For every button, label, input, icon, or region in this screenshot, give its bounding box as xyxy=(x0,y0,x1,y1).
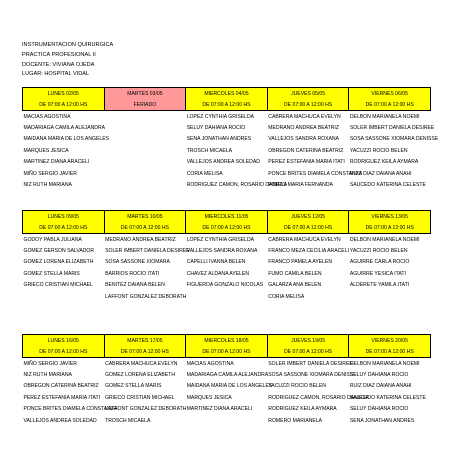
student-cell: MARTINEZ DIANA ARACELI xyxy=(186,406,253,413)
day-header: LUNES 16/05 xyxy=(23,335,105,347)
student-cell: SELUY DAHIANA ROCIO xyxy=(349,372,409,379)
time-cell: DE 07:00 A 12:00 HS xyxy=(186,346,268,358)
student-cell: TROSCH MICAELA xyxy=(105,417,151,424)
student-cell: MIÑO SERGIO JAVIER xyxy=(23,170,77,177)
table-row xyxy=(23,257,431,268)
time-cell: DE 07:00 A 12:00 HS xyxy=(267,222,349,234)
student-cell: SOSA SASSONE XIOMARA DENISSE xyxy=(349,136,439,143)
time-cell: DE 07:00 A 12:00 HS xyxy=(349,99,431,111)
schedule-week-2 xyxy=(22,210,431,302)
day-header: MARTES 03/05 xyxy=(104,88,186,100)
student-cell: CORIA MELISA xyxy=(186,170,223,177)
student-cell: MEDRANO ANDREA BEATRIZ xyxy=(268,125,339,132)
student-cell xyxy=(104,157,186,168)
day-header: MARTES 10/05 xyxy=(104,211,186,223)
table-row xyxy=(23,280,431,291)
student-cell: DELBON MARIANELA NOEMI xyxy=(349,236,420,243)
student-cell xyxy=(104,179,186,190)
day-header: MIERCOLES 04/05 xyxy=(186,88,268,100)
student-cell: FRANCO MEZA CECILIA ARACELI xyxy=(268,248,349,255)
table-row xyxy=(23,358,431,370)
student-cell: AGUIRRE YESICA ITATI xyxy=(349,270,406,277)
day-header-row xyxy=(23,88,431,100)
student-cell: GRIECO CRISTIAN MICHAEL xyxy=(105,394,175,401)
time-cell: DE 07:00 A 12:00 HS xyxy=(104,346,186,358)
day-header-row xyxy=(23,211,431,223)
student-cell: CHAVEZ ALDANA AYELEN xyxy=(186,270,250,277)
student-cell: GODOY PABLA JULIANA xyxy=(23,236,82,243)
day-header-row xyxy=(23,335,431,347)
student-cell xyxy=(23,291,105,302)
student-cell: BARRIOS ROCIO ITATI xyxy=(105,270,160,277)
time-row xyxy=(23,222,431,234)
day-header: VIERNES 20/05 xyxy=(349,335,431,347)
day-header: VIERNES 13/05 xyxy=(349,211,431,223)
student-cell: GOMEZ GERSON SALVADOR xyxy=(23,248,95,255)
student-cell: CORIA MELISA xyxy=(268,293,305,300)
student-cell: FIGUEROA GONZALO NICOLAS xyxy=(186,282,264,289)
time-cell: DE 07:00 A 12:00 HS xyxy=(186,99,268,111)
student-cell: PONCE BRITES DIAMELA CONSTANZA xyxy=(268,170,363,177)
student-cell: SOLER IMBERT DANIELA DESIREE xyxy=(349,125,435,132)
student-cell: ROMERO MARIANELA xyxy=(268,417,323,424)
holiday-cell: FERIADO xyxy=(104,99,186,111)
student-cell: SOSA SASSONE XIOMARA DENISSE xyxy=(268,372,357,379)
header-line-teacher: DOCENTE: VIVIANA OJEDA xyxy=(22,61,95,68)
student-cell: GOMEZ LORENA ELIZABETH xyxy=(105,372,176,379)
student-cell: MARTINEZ DIANA ARACELI xyxy=(23,159,90,166)
document-header xyxy=(22,41,113,80)
time-cell: DE 07:00 A 12:00 HS xyxy=(23,222,105,234)
student-cell: SENA JONATHAN ANDRES xyxy=(186,136,252,143)
time-cell: DE 07:00 A 12:00 HS xyxy=(267,346,349,358)
student-cell xyxy=(104,145,186,156)
student-cell xyxy=(104,134,186,145)
table-row xyxy=(23,122,431,133)
student-cell: MACIAS AGOSTINA xyxy=(23,113,71,120)
time-cell: DE 07:00 A 12:00 HS xyxy=(23,346,105,358)
student-cell: MACIAS AGOSTINA xyxy=(186,360,234,367)
student-cell: YACUZZI ROCIO BELEN xyxy=(349,248,408,255)
student-cell: SAUCEDO KATERINA CELESTE xyxy=(349,182,426,189)
student-cell: AGUIRRE CARLA ROCIO xyxy=(349,259,410,266)
student-cell: NIZ RUTH MARIANA xyxy=(23,372,72,379)
time-row xyxy=(23,346,431,358)
student-cell: VALLEJOS ANDREA SOLEDAD xyxy=(186,159,260,166)
student-cell: YACUZZI ROCIO BELEN xyxy=(349,147,408,154)
student-cell: VALLEJOS SANDRA ROXANA xyxy=(268,136,339,143)
student-cell xyxy=(186,291,268,302)
student-cell: ALDERETE YAMILA ITATI xyxy=(349,282,410,289)
student-cell xyxy=(104,111,186,123)
student-cell: SELUY DAHIANA ROCIO xyxy=(349,406,409,413)
time-cell: DE 07:00 A 12:00 HS xyxy=(23,99,105,111)
student-cell: OBREGON CATERINA BEATRIZ xyxy=(268,147,344,154)
table-row xyxy=(23,134,431,145)
header-line-place: LUGAR: HOSPITAL VIDAL xyxy=(22,71,90,78)
student-cell: MADARIAGA CAMILA ALEJANDRA xyxy=(186,372,269,379)
student-cell: LAFFONT GONZALEZ DEBORATH xyxy=(105,293,187,300)
student-cell: CAPELLI IVANNA BELEN xyxy=(186,259,246,266)
day-header: JUEVES 05/05 xyxy=(267,88,349,100)
student-cell: CABRERA MACHUCA EVELYN xyxy=(105,360,178,367)
day-header: VIERNES 06/05 xyxy=(349,88,431,100)
student-cell: SOSA SASSONE XIOMARA xyxy=(105,259,170,266)
student-cell: PEREZ ESTEFANIA MARIA ITATI xyxy=(23,394,101,401)
student-cell: GALARZA ANA BELEN xyxy=(268,282,322,289)
day-header: MIERCOLES 18/05 xyxy=(186,335,268,347)
student-cell: GOMEZ STELLA MARIS xyxy=(105,383,162,390)
time-cell: DE 07:00 A 12:00 HS xyxy=(267,99,349,111)
table-row xyxy=(23,381,431,392)
table-row xyxy=(23,168,431,179)
table-row xyxy=(23,291,431,302)
time-cell: DE 07:00 A 12:00 HS xyxy=(349,222,431,234)
student-cell: PEREZ ESTEFANIA MARIA ITATI xyxy=(268,159,345,166)
student-cell: GOMEZ LORENA ELIZABETH xyxy=(23,259,94,266)
day-header: LUNES 02/05 xyxy=(23,88,105,100)
student-cell: DELBON MARIANELA NOEMI xyxy=(349,360,420,367)
student-cell: RODRIGUEZ KEILA AYMARA xyxy=(268,406,337,413)
header-line-career: INSTRUMENTACION QUIRURGICA xyxy=(22,42,114,48)
table-row xyxy=(23,234,431,246)
student-cell: NIZ RUTH MARIANA xyxy=(23,182,72,189)
student-cell: RODRIGUEZ CAMON, ROSARIO DANIELA xyxy=(268,394,369,401)
table-row xyxy=(23,392,431,403)
student-cell: MAIDANA MARIA DE LOS ANGELES xyxy=(186,383,273,390)
day-header: LUNES 09/05 xyxy=(23,211,105,223)
student-cell: MARQUES JESICA xyxy=(23,147,69,154)
student-cell: DELBON MARIANELA NOEMI xyxy=(349,113,420,120)
table-row xyxy=(23,404,431,415)
student-cell: SOLER IMBERT DANIELA DESIREE xyxy=(105,248,190,255)
header-line-course: PRACTICA PROFESIONAL II xyxy=(22,51,96,58)
student-cell: SAUCEDO KATERINA CELESTE xyxy=(349,394,426,401)
student-cell: FUMO CAMILA BELEN xyxy=(268,270,322,277)
student-cell: MEDRANO ANDREA BEATRIZ xyxy=(105,236,176,243)
table-row xyxy=(23,369,431,380)
student-cell: GRIECO CRISTIAN MICHAEL xyxy=(23,282,93,289)
table-row xyxy=(23,245,431,256)
schedule-week-1 xyxy=(22,87,439,191)
student-cell: VALLEJOS SANDRA ROXANA xyxy=(186,248,258,255)
student-cell: GOMEZ STELLA MARIS xyxy=(23,270,80,277)
day-header: MIERCOLES 11/05 xyxy=(186,211,268,223)
student-cell xyxy=(186,415,268,426)
student-cell: LOPEZ CYNTHIA GRISELDA xyxy=(186,236,255,243)
table-row xyxy=(23,111,431,123)
student-cell: FRANCO PAMELA AYELEN xyxy=(268,259,333,266)
student-cell: RUIZ DIAZ DAIANA ANAHI xyxy=(349,170,412,177)
student-cell: RUIZ DIAZ DAIANA ANAHI xyxy=(349,383,412,390)
time-cell: DE 07:00 A 12:00 HS xyxy=(186,222,268,234)
table-row xyxy=(23,145,431,156)
student-cell: LOPEZ CYNTHIA GRISELDA xyxy=(186,113,255,120)
student-cell: SELUY DAHIANA ROCIO xyxy=(186,125,246,132)
student-cell: TROSCH MICAELA xyxy=(186,147,232,154)
student-cell: SENA JONATHAN ANDRES xyxy=(349,417,415,424)
student-cell: MADARIAGA CAMILA ALEJANDRA xyxy=(23,125,106,132)
table-row xyxy=(23,415,431,426)
student-cell: BENITEZ DAIANA BELEN xyxy=(105,282,165,289)
student-cell xyxy=(104,122,186,133)
student-cell: VALLEJOS ANDREA SOLEDAD xyxy=(23,417,97,424)
day-header: JUEVES 19/05 xyxy=(267,335,349,347)
student-cell: LAFFONT GONZALEZ DEBORATH xyxy=(105,406,187,413)
student-cell: MAIDANA MARIA DE LOS ANGELES xyxy=(23,136,109,143)
student-cell: RODRIGUEZ KEILA AYMARA xyxy=(349,159,419,166)
student-cell: YACUZZI ROCIO BELEN xyxy=(268,383,326,390)
student-cell xyxy=(349,291,431,302)
student-cell xyxy=(104,168,186,179)
student-cell: RODRIGUEZ CAMON, ROSARIO DANIELA xyxy=(186,182,288,189)
schedule-week-3 xyxy=(22,334,431,426)
table-row xyxy=(23,179,431,190)
time-cell: DE 07:00 A 12:00 HS xyxy=(104,222,186,234)
day-header: JUEVES 12/05 xyxy=(267,211,349,223)
time-row xyxy=(23,99,431,111)
day-header: MARTES 17/05 xyxy=(104,335,186,347)
time-cell: DE 07:00 A 12:00 HS xyxy=(349,346,431,358)
student-cell: PONCE BRITES DIAMELA CONSTANZA xyxy=(23,406,118,413)
student-cell: MARQUES JESICA xyxy=(186,394,232,401)
student-cell: CABRERA MACHUCA EVELYN xyxy=(268,113,341,120)
student-cell: MIÑO SERGIO JAVIER xyxy=(23,360,77,367)
table-row xyxy=(23,157,431,168)
student-cell: PORTO MARIA FERNANDA xyxy=(268,182,333,189)
table-row xyxy=(23,268,431,279)
student-cell: CABRERA MACHUCA EVELYN xyxy=(268,236,341,243)
student-cell: OBREGON CATERINA BEATRIZ xyxy=(23,383,99,390)
student-cell: SOLER IMBERT DANIELA DESIREE xyxy=(268,360,353,367)
